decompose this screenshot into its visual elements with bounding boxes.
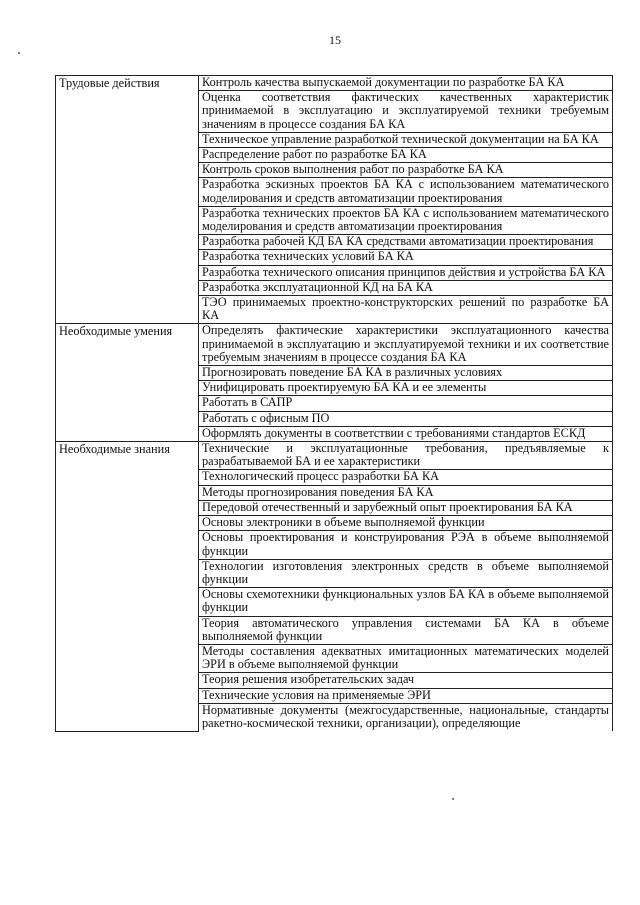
table-cell: Разработка эскизных проектов БА КА с использованием математического моделирования и средств автоматизации проектирования	[199, 178, 613, 206]
section-required-knowledge: Необходимые знания	[56, 442, 199, 732]
section-labor-actions: Трудовые действия	[56, 76, 199, 324]
section-required-skills: Необходимые умения	[56, 324, 199, 442]
table-row	[56, 76, 613, 91]
table-cell: Разработка эксплуатационной КД на БА КА	[199, 280, 613, 295]
table-cell: Прогнозировать поведение БА КА в различных условиях	[199, 366, 613, 381]
table-cell: Технические условия на применяемые ЭРИ	[199, 688, 613, 703]
table-cell: Основы проектирования и конструирования РЭА в объеме выполняемой функции	[199, 531, 613, 559]
table-cell: Унифицировать проектируемую БА КА и ее элементы	[199, 381, 613, 396]
table-cell: Разработка технического описания принципов действия и устройства БА КА	[199, 265, 613, 280]
table-cell: Технологии изготовления электронных средств в объеме выполняемой функции	[199, 559, 613, 587]
table-cell: Техническое управление разработкой технической документации на БА КА	[199, 132, 613, 147]
scan-speck	[452, 798, 454, 800]
table-cell: Технические и эксплуатационные требования, предъявляемые к разрабатываемой БА и ее характеристики	[199, 442, 613, 470]
table-cell: Работать в САПР	[199, 396, 613, 411]
competency-table	[55, 75, 613, 732]
table-cell: Технологический процесс разработки БА КА	[199, 470, 613, 485]
table-cell: Разработка рабочей КД БА КА средствами автоматизации проектирования	[199, 235, 613, 250]
table-cell: Методы прогнозирования поведения БА КА	[199, 485, 613, 500]
table-cell: Работать с офисным ПО	[199, 411, 613, 426]
table-row	[56, 324, 613, 366]
table-cell: Нормативные документы (межгосударственные, национальные, стандарты ракетно-космической техники, организации), определяющие	[199, 703, 613, 731]
table-cell: Определять фактические характеристики эксплуатационного качества принимаемой в эксплуатацию и эксплуатируемой техники и их соответствие требуемым значениям в процессе создания БА КА	[199, 324, 613, 366]
page-number: 15	[329, 33, 341, 47]
table-cell: Разработка технических проектов БА КА с использованием математического моделирования и средств автоматизации проектирования	[199, 206, 613, 234]
table-cell: Контроль качества выпускаемой документации по разработке БА КА	[199, 76, 613, 91]
table-cell: Основы электроники в объеме выполняемой функции	[199, 516, 613, 531]
table-cell: Оформлять документы в соответствии с требованиями стандартов ЕСКД	[199, 426, 613, 441]
table-cell: Методы составления адекватных имитационных математических моделей ЭРИ в объеме выполняемой функции	[199, 644, 613, 672]
table-row	[56, 442, 613, 470]
table-cell: Основы схемотехники функциональных узлов БА КА в объеме выполняемой функции	[199, 588, 613, 616]
table-cell: Теория автоматического управления системами БА КА в объеме выполняемой функции	[199, 616, 613, 644]
table-cell: Передовой отечественный и зарубежный опыт проектирования БА КА	[199, 500, 613, 515]
table-cell: Теория решения изобретательских задач	[199, 673, 613, 688]
table-cell: Распределение работ по разработке БА КА	[199, 148, 613, 163]
table-cell: Контроль сроков выполнения работ по разработке БА КА	[199, 163, 613, 178]
table-cell: Оценка соответствия фактических качественных характеристик принимаемой в эксплуатацию и эксплуатируемой техники требуемым значениям в процессе создания БА КА	[199, 91, 613, 133]
scan-speck	[18, 52, 20, 54]
table-cell: ТЭО принимаемых проектно-конструкторских решений по разработке БА КА	[199, 296, 613, 324]
table-cell: Разработка технических условий БА КА	[199, 250, 613, 265]
